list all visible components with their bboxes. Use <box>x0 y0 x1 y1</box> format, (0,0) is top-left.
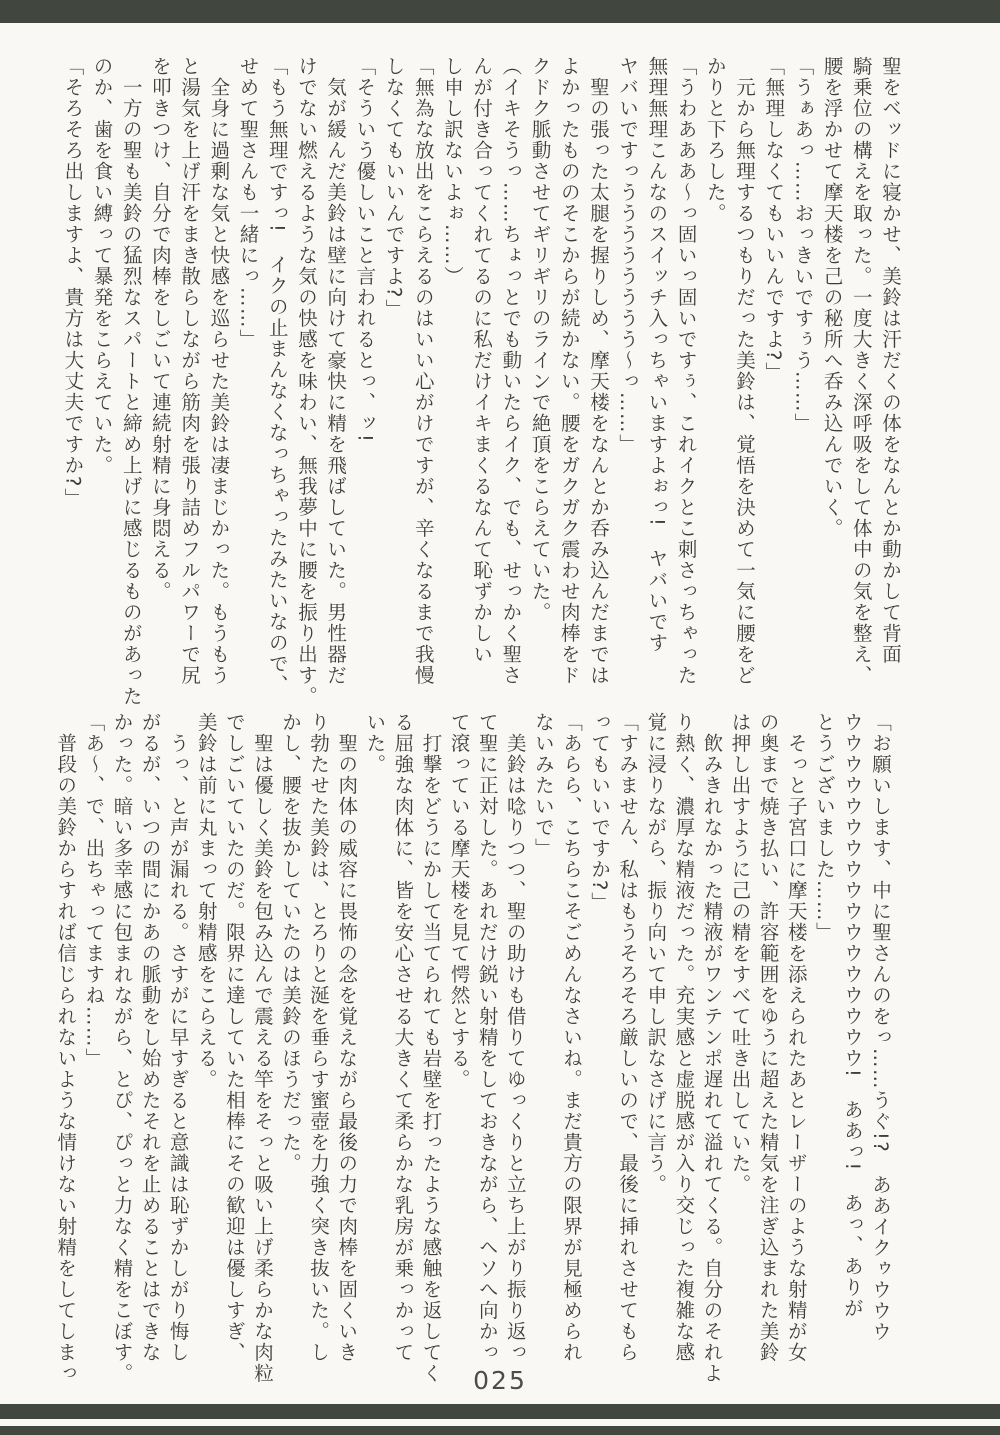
text-line: 「もう無理ですっ! イクの止まんなくなっちゃったみたいなので、 <box>265 56 289 696</box>
text-line: 無理無理こんなのスイッチ入っちゃいますよぉっ! ヤバいです <box>645 56 669 654</box>
text-line: 「うぁあっ……おっきいですぅう……」 <box>791 56 815 434</box>
text-line: いた。 <box>363 712 387 775</box>
text-line: 気が緩んだ美鈴は壁に向けて豪快に精を飛ばしていた。男性器だ <box>324 56 348 686</box>
text-line: 「あらら、こちらこそごめんなさいね。まだ貴方の限界が見極められ <box>559 712 583 1363</box>
text-line: のか、歯を食い縛って暴発をこらえていた。 <box>90 56 114 476</box>
text-line: とうございました……」 <box>812 712 836 943</box>
lower-text-block <box>51 712 894 1398</box>
text-line: けでない燃えるような気の快感を味わい、無我夢中に腰を振り出す。 <box>294 56 318 707</box>
text-line: 「そろそろ出しますよ、貴方は大丈夫ですか?」 <box>61 56 85 509</box>
upper-text-block <box>58 56 905 708</box>
text-line: 聖の張った太腿を握りしめ、摩天楼をなんとか呑み込んだまでは <box>586 56 610 686</box>
text-line: かし、腰を抜かしていたのは美鈴のほうだった。 <box>279 712 303 1174</box>
text-line: 「お願いします、中に聖さんのをっ……うぐ!? ああイクゥウウウ <box>869 712 892 1343</box>
text-line: 打撃をどうにかして当てられても岩壁を打ったような感触を返してく <box>419 712 443 1384</box>
text-line: 騎乗位の構えを取った。一度大きく深呼吸をして体中の気を整え、 <box>849 56 873 686</box>
text-line: と湯気を上げ汗をまき散らしながら筋肉を張り詰めフルパワーで尻 <box>178 56 202 686</box>
text-line: ヤバいですっうううううううう〜っ……」 <box>616 56 640 455</box>
text-line: そっと子宮口に摩天楼を添えられたあとレーザーのような射精が女 <box>784 712 808 1363</box>
text-line: 「無理しなくてもいいんですよ?」 <box>762 56 786 383</box>
text-line: 聖は優しく美鈴を包み込んで震える竿をそっと吸い上げ柔らかな肉粒 <box>250 712 274 1384</box>
text-line: て滾っている摩天楼を見て愕然とする。 <box>447 712 471 1090</box>
text-line: は押し出すように己の精をすべて吐き出していた。 <box>728 712 752 1195</box>
text-line: しなくてもいいんですよ?」 <box>382 56 406 320</box>
text-line: を叩きつけ、自分で肉棒をしごいて連続射精に身悶える。 <box>148 56 172 602</box>
text-line: 「あ〜、で、出ちゃってますね……」 <box>82 712 106 1069</box>
text-line: 美鈴は前に丸まって射精感をこらえる。 <box>194 712 218 1090</box>
text-line: ってもいいですか?」 <box>588 712 612 913</box>
text-line: がるが、いつの間にかあの脈動をし始めたそれを止めることはできな <box>138 712 162 1363</box>
text-line: せめて聖さんも一緒にっ……」 <box>236 56 260 350</box>
text-line: 「うわあああ〜っ固いっ固いですぅ、これイクとこ刺さっちゃった <box>674 56 698 686</box>
text-line: 普段の美鈴からすれば信じられないような情けない射精をしてしまっ <box>54 712 78 1384</box>
text-line: （イキそうっ……ちょっとでも動いたらイク、でも、せっかく聖さ <box>499 56 523 686</box>
text-line: 美鈴は唸りつつ、聖の助けも借りてゆっくりと立ち上がり振り返っ <box>503 712 527 1363</box>
text-line: かった。暗い多幸感に包まれながら、とぴ、ぴっと力なく精をこぼす。 <box>110 712 134 1384</box>
top-border-bar <box>0 0 1000 23</box>
text-line: り熱く、濃厚な精液だった。充実感と虚脱感が入り交じった複雑な感 <box>672 712 696 1363</box>
text-line: る屈強な肉体に、皆を安心させる大きくて柔らかな乳房が乗っかって <box>391 712 415 1363</box>
page-number: 025 <box>473 1366 527 1395</box>
text-line: 聖の肉体の威容に畏怖の念を覚えながら最後の力で肉棒を固くいき <box>335 712 359 1363</box>
text-line: 「無為な放出をこらえるのはいい心がけですが、辛くなるまで我慢 <box>411 56 435 686</box>
text-line: でしごいていたのだ。限界に達していた相棒にその歓迎は優しすぎ、 <box>222 712 246 1363</box>
text-line: 覚に浸りながら、振り向いて申し訳なさげに言う。 <box>644 712 668 1195</box>
bottom-border-bar-edge <box>0 1426 1000 1435</box>
text-line: ないみたいで」 <box>531 712 555 859</box>
text-line: 「すみません、私はもうそろそろ厳しいので、最後に挿れさせてもら <box>616 712 640 1363</box>
text-line: し申し訳ないよぉ……） <box>440 56 464 287</box>
text-line: うっ、と声が漏れる。さすがに早すぎると意識は恥ずかしがり悔し <box>166 712 190 1363</box>
text-line: り勃たせた美鈴は、とろりと涎を垂らす蜜壺を力強く突き抜いた。し <box>307 712 331 1363</box>
text-line: 飲みきれなかった精液がワンテンポ遅れて溢れてくる。自分のそれよ <box>700 712 724 1384</box>
text-line: て聖に正対した。あれだけ鋭い射精をしておきながら、ヘソへ向かっ <box>475 712 499 1363</box>
text-line: かりと下ろした。 <box>703 56 727 224</box>
text-line: 腰を浮かせて摩天楼を己の秘所へ呑み込んでいく。 <box>820 56 844 539</box>
text-line: 一方の聖も美鈴の猛烈なスパートと締め上げに感じるものがあった <box>119 56 143 707</box>
text-line: 全身に過剰な気と快感を巡らせた美鈴は凄まじかった。もうもう <box>207 56 231 686</box>
text-line: 元から無理するつもりだった美鈴は、覚悟を決めて一気に腰をど <box>732 56 756 686</box>
text-line: ウウウウウウウウウウウウウウウウウ! ああっ! あっ、ありが <box>840 712 864 1319</box>
text-line: クドク脈動させてギリギリのラインで絶頂をこらえていた。 <box>528 56 552 623</box>
text-line: 聖をベッドに寝かせ、美鈴は汗だくの体をなんとか動かして背面 <box>879 56 902 665</box>
text-line: の奥まで焼き払い、許容範囲をゆうに超えた精気を注ぎ込まれた美鈴 <box>756 712 780 1363</box>
bottom-border-bar-outer <box>0 1404 1000 1419</box>
text-line: んが付き合ってくれてるのに私だけイキまくるなんて恥ずかしい <box>470 56 494 665</box>
text-line: よかったもののそこからが続かない。腰をガクガク震わせ肉棒をド <box>557 56 581 686</box>
text-line: 「そういう優しいこと言われるとっ、ッ! <box>353 56 377 444</box>
